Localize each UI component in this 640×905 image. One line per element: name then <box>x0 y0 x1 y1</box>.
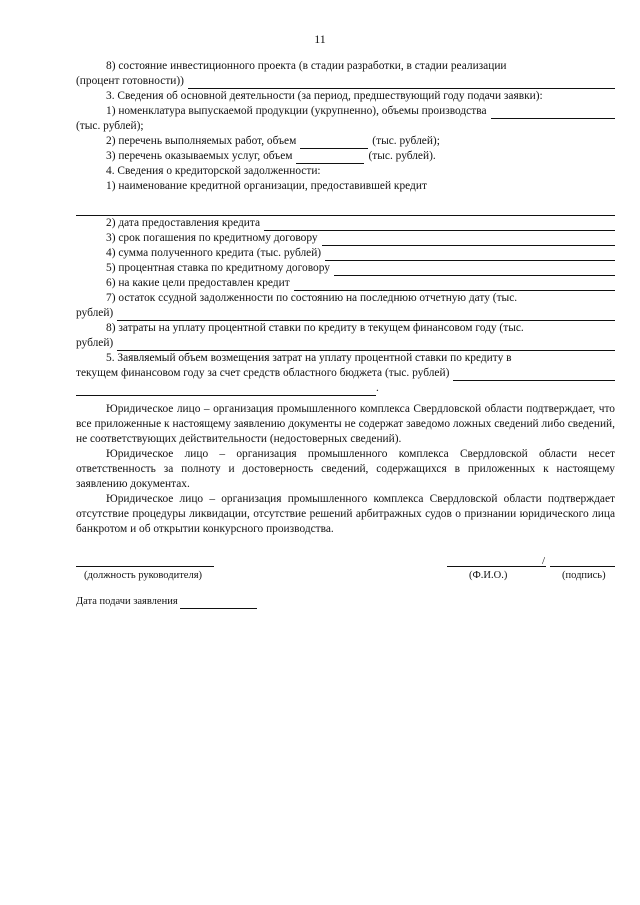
section-3-item-2: 2) перечень выполняемых работ, объем (тыс. рублей); <box>106 135 440 147</box>
section-5-line3: . <box>76 381 615 396</box>
section-4-item-4: 4) сумма полученного кредита (тыс. рублей) <box>76 246 615 261</box>
section-3-item-1-unit: (тыс. рублей); <box>76 120 144 132</box>
page-number: 11 <box>314 32 326 46</box>
reimbursement-amount-cont-field[interactable] <box>76 384 376 396</box>
interest-rate-field[interactable] <box>334 264 615 276</box>
repayment-term-field[interactable] <box>322 234 615 246</box>
section-5-line1: 5. Заявляемый объем возмещения затрат на уплату процентной ставки по кредиту в <box>106 352 512 364</box>
form-body <box>76 59 615 537</box>
section-5-line2: текущем финансовом году за счет средств областного бюджета (тыс. рублей) <box>76 366 615 381</box>
services-volume-field[interactable] <box>296 152 364 164</box>
production-volume-field[interactable] <box>491 107 616 119</box>
position-field[interactable] <box>76 566 214 567</box>
item-8-line1 <box>76 59 615 74</box>
works-volume-field[interactable] <box>300 137 368 149</box>
declaration-responsibility: Юридическое лицо – организация промышленного комплекса Свердловской области несет ответственность за полноту и достоверность сведений, содержащихся в приложенных к настоящему заявлению документах. <box>76 448 615 490</box>
section-4-item-5: 5) процентная ставка по кредитному договору <box>76 261 615 276</box>
name-field[interactable] <box>447 566 546 567</box>
section-4-item-1-blank <box>76 201 615 216</box>
section-4-item-3: 3) срок погашения по кредитному договору <box>76 231 615 246</box>
reimbursement-amount-field[interactable] <box>453 369 615 381</box>
item-8-text: 8) состояние инвестиционного проекта (в стадии разработки, в стадии реализации <box>106 60 507 72</box>
interest-costs-field[interactable] <box>117 339 615 351</box>
section-3-item-3: 3) перечень оказываемых услуг, объем (тыс. рублей). <box>106 150 436 162</box>
declaration-no-liquidation: Юридическое лицо – организация промышленного комплекса Свердловской области подтверждает отсутствие процедуры ликвидации, отсутствие решений арбитражных судов о признании юридического лица банкротом и об открытии конкурсного производства. <box>76 493 615 535</box>
section-4-item-6: 6) на какие цели предоставлен кредит <box>76 276 615 291</box>
section-4-item-7: 7) остаток ссудной задолженности по состоянию на последнюю отчетную дату (тыс. <box>106 292 518 304</box>
section-4-item-8: 8) затраты на уплату процентной ставки по кредиту в текущем финансовом году (тыс. <box>106 322 524 334</box>
credit-date-field[interactable] <box>264 219 615 231</box>
loan-balance-field[interactable] <box>117 309 615 321</box>
project-status-field[interactable] <box>188 77 615 89</box>
submission-date <box>76 594 257 609</box>
credit-purpose-field[interactable] <box>294 279 615 291</box>
section-4-item-1: 1) наименование кредитной организации, предоставившей кредит <box>106 180 427 192</box>
section-4-item-2: 2) дата предоставления кредита <box>76 216 615 231</box>
date-field[interactable] <box>180 599 257 609</box>
date-label: Дата подачи заявления <box>76 596 178 607</box>
position-caption: (должность руководителя) <box>84 570 203 581</box>
sign-caption: (подпись) <box>562 570 606 581</box>
section-4-item-7-cont: рублей) <box>76 306 615 321</box>
section-3-item-1: 1) номенклатура выпускаемой продукции (укрупненно), объемы производства <box>76 104 615 119</box>
credit-amount-field[interactable] <box>325 249 615 261</box>
section-4-heading: 4. Сведения о кредиторской задолженности: <box>106 165 321 177</box>
item-8-line2: (процент готовности)) <box>76 74 615 89</box>
signature-field[interactable] <box>550 566 615 567</box>
signature-block: / (должность руководителя) (Ф.И.О.) (подпись) <box>76 566 615 596</box>
section-4-item-8-cont: рублей) <box>76 336 615 351</box>
declaration-accuracy: Юридическое лицо – организация промышленного комплекса Свердловской области подтверждает, что все приложенные к настоящему заявлению документы не содержат заведомо ложных сведений либо сведений, не соответствующих действительности (недостоверных сведений). <box>76 403 615 445</box>
section-3-heading: 3. Сведения об основной деятельности (за период, предшествующий году подачи заявки): <box>106 90 543 102</box>
credit-org-field[interactable] <box>76 204 615 216</box>
name-caption: (Ф.И.О.) <box>469 570 508 581</box>
